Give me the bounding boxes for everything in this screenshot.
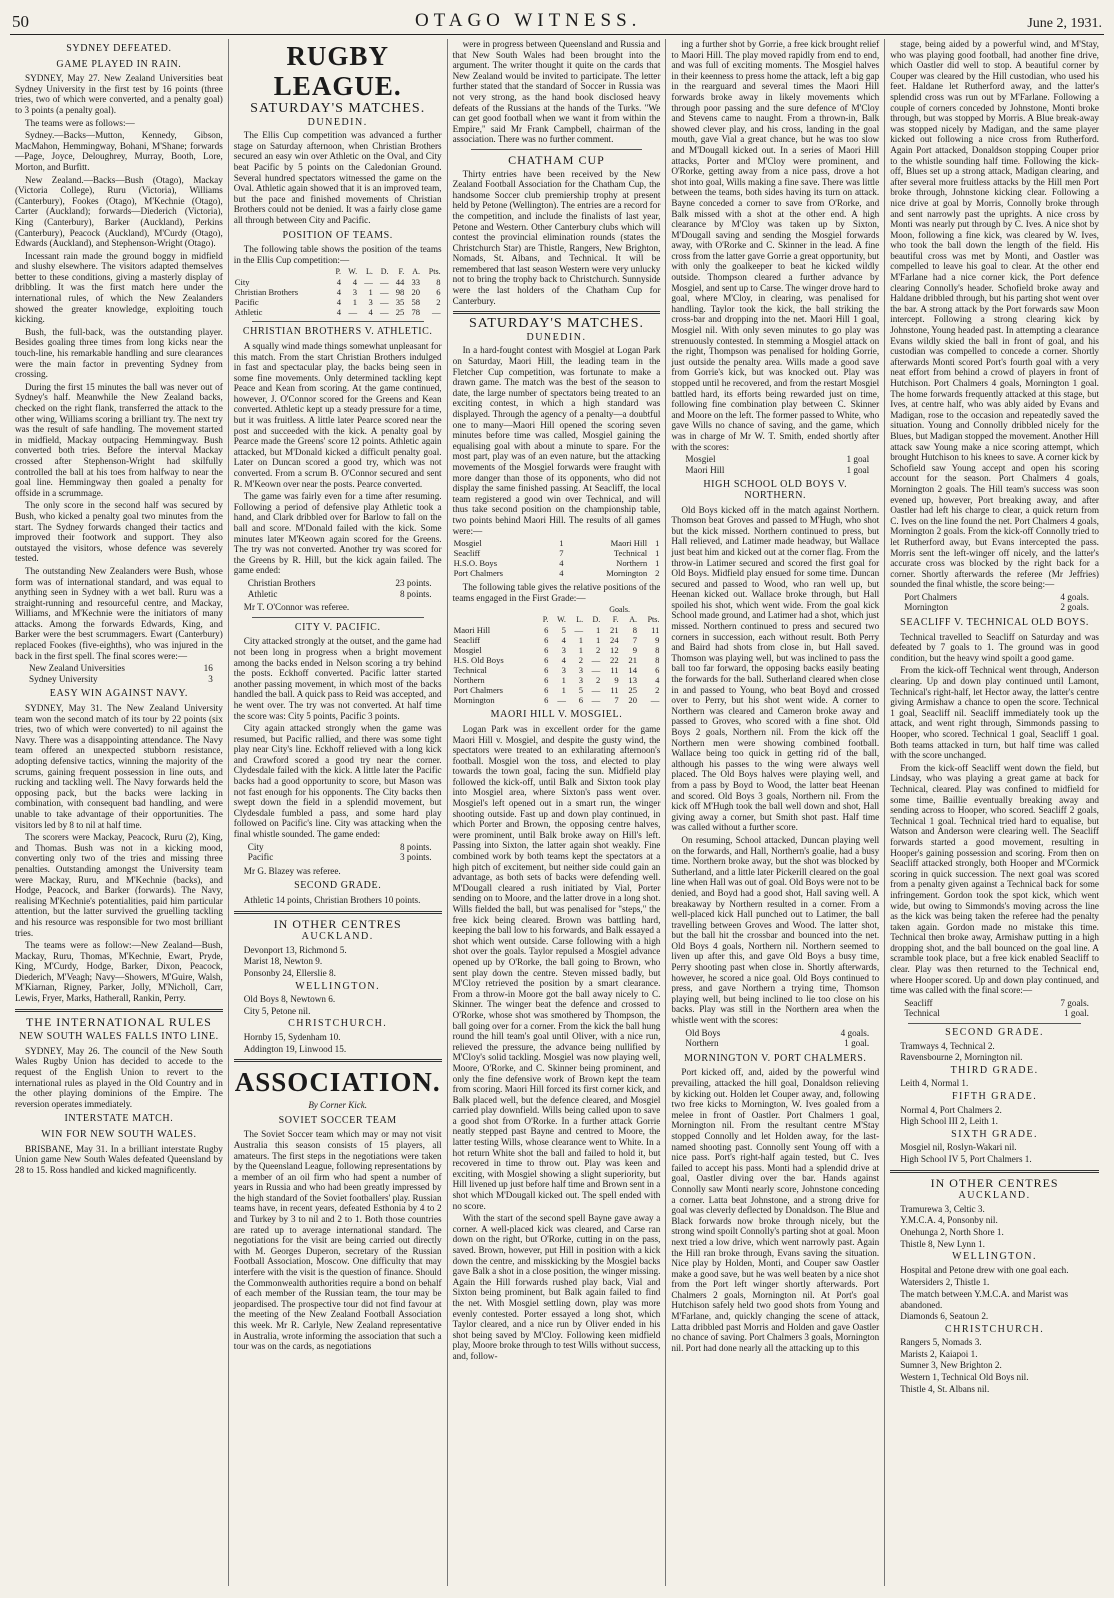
- masthead: [10, 6, 1104, 35]
- paragraph: City attacked strongly at the outset, and the game had not been long in progress when a bright movement among the backs ended in Nelson scoring a try behind the posts. Eckhoff converted. Pacific latter started another passing movement, in which most of the backs handled the ball. A quick pass to Reid was accepted, and he went over. The try was not converted. At half time the score was: City 5 points, Pacific 3 points.: [233, 636, 442, 721]
- issue-date: June 2, 1931.: [1027, 16, 1102, 31]
- result-line: Tramways 4, Technical 2.: [900, 1040, 995, 1051]
- headline: IN OTHER CENTRES: [273, 916, 402, 931]
- result-line: The match between Y.M.C.A. and Marist was abandoned.: [900, 1288, 1069, 1310]
- paragraph: New Zealand.—Backs—Bush (Otago), Mackay (Victoria College), Ruru (Victoria), Williams (Canterbury), Fookes (Otago), M'Kechnie (Otago), Carter (Auckland); forwards—Diederich (Victoria), King (Canterbury), Barker (Auckland), Perkins (Canterbury), Peacock (Auckland), M'Curdy (Otago), Edwards (Auckland), and Stephenson-Wright (Otago).: [15, 174, 223, 249]
- paragraph: ing a further shot by Gorrie, a free kick brought relief to Maori Hill. The play moved rapidly from end to end, and was full of exciting moments. The Mosgiel halves in their keenness to press home the attack, left a big gap in the rearguard and several times the Maori Hill forwards broke away in likely movements which through poor passing and the sure defence of M'Cloy and Stevens came to naught. From a thrown-in, Balk showed clever play, and his cross, landing in the goal mouth, gave Vial a great chance, but he was too slow and M'Dougall kicked out. In a series of Maori Hill attacks, Porter and M'Cloy were prominent, and O'Rorke, getting away from a nice pass, drove a hot shot into goal, Wills making a fine save. There was little between the teams, both sides having its turn on attack. Bayne conceded a corner to save from O'Rorke, and Balk missed with a shot at the other end. A high clearance by M'Cloy was taken up by Sixton, M'Dougall saving and sending the Mosgiel forwards away, with O'Rorke and C. Skinner in the lead. A fine cross from the latter gave Gorrie a great opportunity, but with only the goalkeeper to beat he kicked wildly outside. Thompson cleared a further advance by Mosgiel, and sent up to Carse. The winger drove hard to goal, where M'Cloy, in clearing, was penalised for handling. Taylor took the kick, the ball striking the cross-bar and dropping into the net. Maori Hill 1 goal, Mosgiel nil. With only seven minutes to go play was strenuously contested. In stemming a Mosgiel attack on the right, Thompson was penalised for holding Gorrie, just outside the penalty area. Wills made a good save from Gorrie's kick, but was knocked out. Play was stopped until he recovered, and from the restart Mosgiel battled hard, its efforts being rewarded just on time, following fine combination play between C. Skinner and Moore on the left. The former passed to White, who gave Wills no chance of saving, and the game, which was in charge of Mr W. T. Smith, ended shortly after with the scores:: [671, 39, 880, 452]
- paragraph: BRISBANE, May 31. In a brilliant interstate Rugby Union game New South Wales defeated Queensland by 28 to 15. Ross handled and kicked magnificently.: [15, 1143, 223, 1175]
- paragraph: Bush, the full-back, was the outstanding player. Besides goaling three times from long kicks near the touch-line, his remarkable handling and sure clearances were the main factor in preventing Sydney from crossing.: [15, 326, 223, 380]
- grade-heading: SECOND GRADE.: [945, 1027, 1045, 1039]
- final-score: [904, 592, 1089, 613]
- referee-note: Mr G. Blazey was referee.: [243, 865, 341, 876]
- table-row: Mornington 6 — 6 — 7 20 —: [453, 695, 660, 706]
- column-1: [10, 39, 229, 1586]
- score-row: Technical 1 goal.: [904, 1008, 1089, 1019]
- score-row: Pacific 3 points.: [247, 852, 432, 863]
- paragraph: During the first 15 minutes the ball was never out of Sydney's half. Meanwhile the New Zealand backs, checked on the right flank, transferred the attack to the other wing, Williams scoring a brilliant try. The next try was the result of safe handling. The movement started in midfield, Mackay outpacing Hemmingway. Bush converted both tries. Before the interval Mackay crossed after Stephenson-Wright had skilfully controlled the ball at his toes from halfway to near the goal line. Hemmingway then goaled a penalty for offside in a scrummage.: [15, 381, 223, 498]
- headline: IN OTHER CENTRES: [930, 1175, 1059, 1190]
- headline: THE INTERNATIONAL RULES: [25, 1014, 212, 1029]
- paragraph: Logan Park was in excellent order for the game Maori Hill v. Mosgiel, and despite the gusty wind, the spectators were treated to an exhilarating afternoon's football. Mosgiel won the toss, and elected to play towards the town goal, facing the sun. Midfield play followed the kick-off, until Balk and Sixton took play into Mosgiel area, where Sixton's pass went over. Mosgiel's left opened out in a smart run, the winger shooting outside. Fast up and down play continued, in which Porter and Brown, the opposing centre halves, were prominent, until Balk broke away on Hill's left. Passing into Sixton, the latter again shot weakly. Fine combined work by both teams kept the spectators at a high pitch of excitement, but neither side could gain an advantage, as both sets of backs were defending well. M'Dougall cleared a rush initiated by Vial, Porter sending on to Moore, and the latter drove in a long shot. Wills fielded the ball, but was penalised for "steps," the free kick being cleared. Brown was battling hard, keeping the ball low to his forwards, and Balk essayed a shot which went outside. Carse following with a high shot over the goals. Taylor repulsed a Mosgiel advance opened up by O'Rorke, the ball going to Brown, who sent play down the centre. Steven missed badly, but M'Cloy retrieved the position by a smart clearance. From a throw-in Moore got the ball away nicely to C. Skinner. The winger beat the defence and crossed to O'Rorke, whose shot was smothered by Thompson, the ball going over for a corner. From the kick the ball hung round the hill team's goal until Oliver, with a nice run, relieved the pressure, the advance being nullified by M'Cloy's solid tackling. Mosgiel was now playing well, Moore, O'Rorke, and C. Skinner being prominent, and only the fine defensive work of Brown kept the team from scoring. Maori Hill forced its first corner kick, and Balk placed well, but the defence cleared, and Mosgiel carried play downfield. Wills being called upon to save a good shot from O'Rorke. In a further attack Gorrie neatly stepped past Bayne and centred to Moore, the latter testing Wills, whose clearance went to White. In a hot return White shot the ball and failed to hold it, but recovered in time to throw out. Play was keen and exciting, with Mosgiel showing a slight superiority, but Hill livened up just before half time and Brown sent in a shot which M'Dougall kicked out. The spell ended with no score.: [452, 723, 661, 1211]
- centre-heading: WELLINGTON.: [295, 980, 381, 992]
- table-row: Port Chalmers 6 1 5 — 11 25 2: [453, 685, 660, 696]
- paragraph: The scorers were Mackay, Peacock, Ruru (2), King, and Thomas. Bush was not in a kicking mood, converting only two of the tries and missing three penalties. Outstanding amongst the University team were Mackay, Ruru, and M'Kechnie (backs), and Hodge, Peacock, and Barker (forwards). The Navy, realising M'Kechnie's potentialities, paid him particular attention, but the latter survived the gruelling tackling and his resource was responsible for two most brilliant tries.: [15, 832, 223, 938]
- subheadline: WIN FOR NEW SOUTH WALES.: [41, 1129, 197, 1140]
- divider: [908, 1023, 1081, 1024]
- paragraph: In a hard-fought contest with Mosgiel at Logan Park on Saturday, Maori Hill, the leading team in the Fletcher Cup competition, was fortunate to make a drawn game. The match was the best of the season to date, the large number of spectators being treated to an exciting contest, in which a high standard was displayed. Through the agency of a penalty—a doubtful one to many—Maori Hill opened the scoring seven minutes before time was called, Mosgiel gaining the equalising goal with about a minute to spare. For the most part, play was of an even nature, but the attacking movements of the Mosgiel forwards were fraught with more danger than those of its opponents, who did not display the same finished passing. At Seacliff, the local team registered a good win over Technical, and will thus take second position on the championship table, two points behind Maori Hill. The results of all games were:—: [452, 345, 661, 536]
- headline: SYDNEY DEFEATED.: [66, 43, 172, 54]
- score-row: Port Chalmers 4 goals.: [904, 591, 1089, 602]
- result-line: Marist 18, Newton 9.: [243, 956, 323, 967]
- section-subtitle: SATURDAY'S MATCHES.: [250, 101, 426, 116]
- result-line: Marists 2, Kaiapoi 1.: [900, 1348, 978, 1359]
- grade-heading: SIXTH GRADE.: [951, 1128, 1039, 1140]
- divider: [890, 1170, 1099, 1173]
- column-5: [885, 39, 1104, 1586]
- result-line: Thistle 8, New Lynn 1.: [900, 1238, 985, 1249]
- table-row: H.S. Old Boys 6 4 2 — 22 21 8: [453, 655, 660, 666]
- paragraph: Athletic 14 points, Christian Brothers 10 points.: [243, 895, 421, 905]
- column-3: [448, 39, 667, 1586]
- result-line: Ravensbourne 2, Mornington nil.: [900, 1052, 1023, 1063]
- paragraph: The teams were as follow:—New Zealand—Bush, Mackay, Ruru, Thomas, M'Kechnie, Ewart, Pryde, King, M'Curdy, Hodge, Barker, Dixon, Peacock, Diederich, M'Veagh; Navy—Showers, M'Guire, Walsh, M'Kiarnan, Rigney, Parker, Jolly, M'Nicholl, Carr, Lewis, Fryer, Marks, Hatherall, Rankin, Perry.: [15, 940, 223, 1004]
- byline: By Corner Kick.: [308, 1100, 368, 1111]
- final-score: [29, 663, 213, 684]
- paragraph: SYDNEY, May 31. The New Zealand University team won the second match of its tour by 22 points (six tries, two of which were converted) to nil against the Navy. There was a disappointing attendance. The Navy team offered an unexpected stubborn resistance, adopting defensive tactics, winning the majority of the scrums, gaining frequent possession in line outs, and rucking and tackling well. The Navy forwards held the opposing pack, but the backs were lacking in combination, with consequent bad handling, and were unable to take advantage of their opportunities. The visitors led by 8 to nil at half time.: [15, 703, 223, 830]
- divider: [252, 617, 424, 618]
- table-row: City 4 4 — — 44 33 8: [234, 277, 441, 288]
- paragraph: were in progress between Queensland and Russia and that New South Wales had been brought into the argument. The writer thought it quite on the cards that New Zealand would be invited to participate. The letter further stated that the standard of Soccer in Russia was not very strong, as the hand book disclosed heavy defeats of the Russians at the hands of the Turks. "We can get good football when we want it from within the Empire," said Mr Frank Campbell, chairman of the association. There was no further comment.: [452, 39, 661, 145]
- table-row: Maori Hill 6 5 — 1 21 8 11: [453, 625, 660, 636]
- result-line: Hornby 15, Sydenham 10.: [243, 1031, 341, 1042]
- result-line: Rangers 5, Nomads 3.: [900, 1337, 982, 1348]
- paragraph: Thirty entries have been received by the New Zealand Football Association for the Chatham Cup, the handsome Soccer club premiership trophy at present held by Petone (Wellington). The entries are a record for the competition, and include the finalists of last year, Petone and Western. Other Canterbury clubs which will contest the provincial elimination rounds (states the Christchurch Star) are Thistle, Rangers, New Brighton, Nomads, St. Albans, and Technical. It will be remembered that last season Western were very unlucky not to bring the trophy back to Christchurch. Sunnyside were the last holders of the Chatham Cup for Canterbury.: [452, 168, 661, 306]
- result-line: Tramurewa 3, Celtic 3.: [900, 1203, 985, 1214]
- final-score: [904, 998, 1089, 1019]
- result-line: High School III 2, Leith 1.: [900, 1116, 998, 1127]
- table-row: Mosgiel 1 Maori Hill 1: [453, 538, 660, 549]
- paragraph: stage, being aided by a powerful wind, and M'Stay, who was playing good football, had another fine drive, which Oastler did well to stop. A beautiful corner by Couper was cleared by the Hill custodian, who used his feet. Haldane let Rutherford away, and the latter's splendid cross was run out by M'Farlane. Following a couple of corners conceded by Johnstone, Monti broke through, but was stopped by Morris. A Blue break-away was stopped nicely by Madigan, and the same player kicked out following a nice cross from Rutherford. Again Port attacked, Donaldson stopping Couper prior to the whistle sounding half time. Following the kick-off, Blues set up a strong attack, Madigan clearing, and after several more fruitless attacks by the Hill men Port broke through, Johnstone kicking clear. Following a nice drive at goal by Morris, Connolly broke through and sent narrowly past the uprights. A nice cross by Monti was nearly put through by C. Ives. A nice shot by Moon, following a fine kick, was cleared by W. Ives, who took the ball down the length of the field. His beautiful cross was met by Monti, and Oastler was compelled to leave his goal to clear. At the other end M'Farlane had a nice corner kick, the Port defence clearing Connolly's header. Schofield broke away and Haldane dribbled through, but his parting shot went over the bar. A strong attack by the Port forwards saw Moon intercept. Following a strong clearing kick by Johnstone, Young headed past. In attempting a clearance Evans wildly skied the ball in front of goal, and his custodian was compelled to concede a corner. Shortly afterwards Monti scored Port's fourth goal with a very neat effort from behind a crowd of players in front of Hutchison. Port Chalmers 4 goals, Mornington 1 goal. The home forwards frequently attacked at this stage, but Ives, at centre half, who was ably aided by Evans and Madigan, rose to the occasion and repeatedly saved the situation. Young and Connolly dribbled nicely for the Blues, but Madigan stopped the movement. Another Hill attack saw Young make a nice scoring attempt, which brought Hutchison to his knees to save. A corner kick by Schofield saw Young accept and open his scoring account for the season. Port Chalmers 4 goals, Mornington 2 goals. The Hill team's success was soon evened up, however, Port breaking away, and after Oastler had left his charge to clear, a quick return from C. Ives on the line found the net. Port Chalmers 4 goals, Mornington 2 goals. From the kick-off Connolly tried to let Rutherford away, but Evans intercepted the pass. Morris sent the left-winger off nicely, and the latter's accurate cross was blocked by the right back for a corner. Shortly afterwards the referee (Mr Jeffries) sounded the final whistle, the score being:—: [890, 39, 1099, 590]
- section-subtitle: SATURDAY'S MATCHES.: [468, 316, 645, 332]
- score-row: Old Boys 4 goals.: [685, 1027, 870, 1038]
- headline: SECOND GRADE.: [294, 880, 382, 892]
- paragraph: SYDNEY, May 27. New Zealand Universities beat Sydney University in the first test by 16 points (three tries, two of which were converted, and a penalty goal) to 3 points (a penalty goal).: [15, 73, 223, 115]
- table-row: Seacliff 7 Technical 1: [453, 548, 660, 559]
- paragraph: Port kicked off, and, aided by the powerful wind prevailing, attacked the hill goal, Donaldson relieving by kicking out. Holden let Couper away, and, following two free kicks to Mornington, W. Ives goaled from a melee in front of Oastler. Port Chalmers 1 goal, Mornington nil. From the resultant centre M'Stay stopped Connolly and let Holden away, for the last-named shooting past. Connolly sent Young off with a nice pass. Port's right-half again tested, but C. Ives failed to accept his pass. Monti had a splendid drive at goal, Oastler diving over the bar. Hands against Connolly saw Monti nearly score, Johnstone conceding a corner. Latta beat Johnstone, and a strong drive for goal was cleverly deflected by Donaldson. The Blue and Black forwards now broke through nicely, but the strong wind spoilt Connolly's parting shot at goal. Moon next tried a low drive, which went narrowly past. Again the Hill ran broke through, Evans saving the situation. Nice play by Holden, Monti, and Couper saw Oastler make a good save, but he was well beaten by a nice shot from the Port left winger shortly afterwards. Port Chalmers 2 goals, Mornington nil. At Port's goal Hutchison safely held two good shots from Young and M'Farlane, and, quickly changing the scene of attack, Latta dribbled past Morris and Holden and gave Oastler no chance of saving. Port Chalmers 3 goals, Mornington nil. Port had done nearly all the attacking up to this: [671, 1067, 880, 1353]
- headline: CHATHAM CUP: [508, 152, 605, 167]
- headline: EASY WIN AGAINST NAVY.: [49, 688, 188, 700]
- paragraph: The outstanding New Zealanders were Bush, whose form was of international standard, and was equal to anything seen in Sydney with a wet ball. Ruru was a straight-running and resourceful centre, and Mackay, Williams, and M'Kechnie were the initiators of many attacks. Among the forwards Edwards, King, and Barker were the best scrummagers. Ewart (Canterbury) replaced Fookes (five-eighths), who was injured in the back in the first spell. The final scores were:—: [15, 565, 223, 661]
- table-row: Athletic 4 — 4 — 25 78 —: [234, 307, 441, 318]
- centre-heading: WELLINGTON.: [952, 1251, 1038, 1263]
- score-row: Mosgiel 1 goal: [685, 454, 870, 465]
- headline: MORNINGTON V. PORT CHALMERS.: [684, 1052, 867, 1064]
- result-line: Onehunga 2, North Shore 1.: [900, 1226, 1004, 1237]
- score-row: City 8 points.: [247, 841, 432, 852]
- headline: HIGH SCHOOL OLD BOYS V. NORTHERN.: [703, 479, 848, 501]
- result-line: Normal 4, Port Chalmers 2.: [900, 1104, 1002, 1115]
- paragraph: Sydney.—Backs—Mutton, Kennedy, Gibson, MacMahon, Hemmingway, Bohani, M'Shane; forwards—Page, Joyce, Deloughrey, Murray, Booth, Lore, Morton, and Burfitt.: [15, 130, 223, 172]
- table-row: Port Chalmers 4 Mornington 2: [453, 568, 660, 579]
- section-banner: RUGBY LEAGUE.: [273, 41, 402, 101]
- paragraph: Old Boys kicked off in the match against Northern. Thomson beat Groves and passed to M'Hugh, who shot but the kick missed. Northern continued to press, but Hall relieved, and Latimer made headway, but Wallace just beat him and kicked out at the corner flag. From the throw-in Latimer secured and scored the first goal for Old Boys. Midfield play ensued for some time. Duncan secured and passed to Wood, who ran well up, but Heenan kicked out. Wallace broke through, but Hall spoiled his shot, which went wide. From the goal kick School made ground, and Latimer had a shot, which just missed. Northern continued to press and secured two corners in succession, each without result. Both Perry and Baird had shots from close in, but Hall saved. Thomson was playing well, but was inclined to pass the ball too far forward, the opposing backs easily beating the forwards for the ball. Sutherland cleared when close in and passed to Young, who beat Boyd and crossed over to Perry, but his shot went wide. A corner to Northern was cleared and Cameron broke away and passed to Groves, who scored with a fine shot. Old Boys 2 goals, Northern nil. From the kick off the Northern men were showing combined football. Wallace being too quick in getting rid of the ball, although his passes to the wing were always well placed. The Old Boys halves were playing well, and from a pass by Boyd to Wood, the latter beat Heenan and scored. Old Boys 3 goals, Northern nil. From the kick off M'Hugh took the ball well down and shot, Hall giving away a corner, but Smith shot past. Half time was called without a further score.: [671, 504, 880, 833]
- grade-heading: THIRD GRADE.: [950, 1064, 1039, 1076]
- paragraph: City again attacked strongly when the game was resumed, but Pacific rallied, and there was some tight play near City's line. Eckhoff relieved with a long kick and Crawford scored a good try near the corner. Clydesdale failed with the kick. A little later the Pacific backs had a good opportunity to score, but Mason was not fast enough for his opponents. The City backs then swept down the field in a splendid movement, but Clydesdale fumbled a pass, and some hard play followed on Pacific's line. City was attacking when the final whistle sounded. The game ended:: [233, 723, 442, 840]
- standings-table: [453, 605, 661, 705]
- column-2: [229, 39, 448, 1586]
- final-score: [248, 578, 432, 599]
- paragraph: A squally wind made things somewhat unpleasant for this match. From the start Christian Brothers indulged in fast and spectacular play, the backs being seen in some fine movements. Only determined tackling kept Peace and Kean from scoring. At the game continued, however, J. O'Connor scored for the Greens and Kean converted. Athletic kept up a steady pressure for a time, but it was fruitless. A little later Pearce scored near the post and succeeded with the kick. A penalty goal by Pearce made the Greens' score 12 points. Athletic again attacked, but M'Donald kicked a difficult penalty goal. Later on Duncan scored a good try, which was not converted. From a scrum B. O'Connor secured and sent R. M'Keown over near the posts. Pearce converted.: [233, 340, 442, 489]
- result-line: Mosgiel nil, Roslyn-Wakari nil.: [900, 1142, 1017, 1153]
- paragraph: The Ellis Cup competition was advanced a further stage on Saturday afternoon, when Christian Brothers secured an easy win over Athletic on the Oval, and City beat Pacific by 5 points on the Caledonian Ground. Several hundred spectators witnessed the game on the Oval. Athletic again showed that it is an improved team, but the pace and finished movements of Christian Brothers could not be denied. It was a fairly close game all through between City and Pacific.: [233, 130, 442, 225]
- headline: SOVIET SOCCER TEAM: [278, 1114, 397, 1126]
- divider: [471, 149, 643, 150]
- table-row: Seacliff 6 4 1 1 24 7 9: [453, 635, 660, 646]
- subheadline: NEW SOUTH WALES FALLS INTO LINE.: [19, 1031, 219, 1043]
- place-heading: DUNEDIN.: [526, 331, 587, 343]
- paragraph: SYDNEY, May 26. The council of the New South Wales Rugby Union has decided to accede to the request of the English Union to revert to the international rules as played in the Old Country and in the other playing dominions of the Empire. The reversion operates immediately.: [15, 1045, 223, 1109]
- headline: CITY V. PACIFIC.: [294, 621, 381, 633]
- score-row: Athletic 8 points.: [247, 588, 432, 599]
- table-header: P. W. L. D. F. A. Pts.: [335, 267, 441, 277]
- result-line: Old Boys 8, Newtown 6.: [243, 994, 336, 1005]
- divider: [453, 311, 661, 314]
- score-row: New Zealand Universities 16: [29, 663, 213, 674]
- paragraph: The Soviet Soccer team which may or may not visit Australia this season consists of 15 players, all amateurs. The first steps in the negotiations were taken by the Queensland League, following representations by a member of an oil firm who had spent a number of years in Russia and who had been greatly impressed by the high standard of the Soviet footballers' play. Russian teams have, in recent years, defeated Esthonia by 4 to 2 and Turkey by 3 to nil and 2 to 1. Both those countries are rated up to average international standard. The negotiations for the visit are being carried out directly with M. Georges Duperon, secretary of the Russian Football Association, Moscow. One difficulty that may interfere with the visit is the question of finance. Should the Commonwealth authorities require a bond on behalf of each member of the Russian team, the tour may be jeopardised. The prospective tour did not find favour at the meeting of the New Zealand Football Association this week. Mr R. Carlyle, New Zealand representative in Australia, wrote informing the association that such a tour was on the cards, as negotiations: [233, 1129, 442, 1352]
- standings-table: [234, 267, 442, 317]
- result-line: Leith 4, Normal 1.: [900, 1078, 969, 1089]
- final-score: [685, 454, 869, 475]
- centre-heading: CHRISTCHURCH.: [944, 1323, 1045, 1335]
- referee-note: Mr T. O'Connor was referee.: [243, 602, 350, 613]
- paragraph: On resuming, School attacked, Duncan playing well on the forwards, and Hall, Northern's goalie, had a busy time. Northern broke away, but the shot was blocked by Sutherland, and a little later Pickerill cleared on the goal line when Hall was out of goal. Old Boys were not to be denied, and Boyd had a good shot, Hall saving well. A breakaway by Northern resulted in a corner. From a well-placed kick Hall punched out to Latimer, the ball travelling between Groves and Wood. The latter shot, but the ball hit the crossbar and bounced into the net. Old Boys 4 goals, Northern nil. Northern seemed to liven up after this, and gave Old Boys a busy time, Perry shooting past when close in. Shortly afterwards, however, he scored a nice goal. Old Boys continued to press, and gave Northern a trying time, Thomson playing well, but being inclined to lie too close on his backs. Play was still in the Northern area when the whistle went with the scores:: [671, 834, 880, 1026]
- result-line: Y.M.C.A. 4, Ponsonby nil.: [900, 1215, 998, 1226]
- score-row: Northern 1 goal.: [685, 1038, 870, 1049]
- paper-title: OTAGO WITNESS.: [414, 10, 642, 31]
- paragraph: With the start of the second spell Bayne gave away a corner. A well-placed kick was cleared, and Carse ran down on the right, but O'Rorke, cutting in on the pass, saved. Brown, however, put Hill in position with a kick down the centre, and misskicking by the Mosgiel backs gave Balk a shot in a close position, the winger missing. Again the Hill forwards rushed play back, Vial and Sixton being prominent, but Balk again failed to find the net. With Mosgiel settling down, play was more evenly contested. Porter essayed a long shot, which Taylor cleared, and a nice run by Oliver ended in his shot being saved by M'Cloy. Following keen midfield play, Moore broke through to test Wills without success, and, follow-: [452, 1213, 661, 1361]
- columns: [10, 39, 1104, 1586]
- result-line: Thistle 4, St. Albans nil.: [900, 1383, 990, 1394]
- result-line: Ponsonby 24, Ellerslie 8.: [243, 967, 336, 978]
- paragraph: Hospital and Petone drew with one goal each.: [900, 1264, 1069, 1275]
- headline: POSITION OF TEAMS.: [282, 229, 393, 241]
- result-line: City 5, Petone nil.: [243, 1005, 311, 1016]
- paragraph: The only score in the second half was secured by Bush, who kicked a penalty goal two minutes from the start. The Sydney forwards changed their tactics and improved their footwork and support. They also outstayed the visitors, whose defence was severely tested.: [15, 500, 223, 564]
- divider: [234, 1059, 442, 1062]
- divider: [15, 1009, 223, 1012]
- paragraph: From the kick-off Seacliff went down the field, but Lindsay, who was playing a great game at back for Technical, cleared. Play was confined to midfield for some time, Baillie eventually breaking away and sending across to Hooper, who scored. Seacliff 2 goals, Technical 1 goal. Technical tried hard to equalise, but Watson and Anderson were clearing well. The Seacliff forwards started a good movement, resulting in Hooper's gaining possession and scoring. From then on Seacliff attacked strongly, both Hooper and M'Cormick scoring in quick succession. The next goal was scored from a penalty given against a Technical back for some infringement. Gordon took the spot kick, which went wide, but owing to Simmonds's moving across the line as the kick was being taken the referee had the penalty taken again. Gordon made no mistake this time. Technical then broke away, Armishaw putting in a high dropping shot, and the ball bounced on the goal line. A scramble took place, but a free kick enabled Seacliff to clear. Play was then returned to the Technical end, where Hooper scored. Up and down play continued, and time was called with the final score:—: [890, 762, 1099, 996]
- page-number: 50: [12, 12, 29, 31]
- paragraph: The game was fairly even for a time after resuming. Following a period of defensive play Athletic took a hand, and Clark dribbled over for Barlow to fall on the ball and score. M'Donald failed with the kick. Some minutes later M'Keown again scored for the Greens. The try was not converted. Another try was scored for the Greens by R. Hill, but the kick again failed. The game ended:: [233, 491, 442, 576]
- column-4: [666, 39, 885, 1586]
- score-row: Christian Brothers 23 points.: [247, 577, 432, 588]
- table-row: Northern 6 1 3 2 9 13 4: [453, 675, 660, 686]
- place-heading: DUNEDIN.: [307, 116, 368, 128]
- table-header: P. W. L. D. F. A. Pts.: [542, 615, 660, 625]
- score-row: Mornington 2 goals.: [904, 602, 1089, 613]
- result-line: Western 1, Technical Old Boys nil.: [900, 1372, 1029, 1383]
- result-line: Devonport 13, Richmond 5.: [243, 944, 347, 955]
- result-line: Diamonds 6, Seatoun 2.: [900, 1311, 989, 1322]
- centre-heading: CHRISTCHURCH.: [288, 1018, 388, 1030]
- score-row: Seacliff 7 goals.: [904, 997, 1089, 1008]
- table-group-header: Goals.: [609, 605, 630, 615]
- paragraph: Technical travelled to Seacliff on Saturday and was defeated by 7 goals to 1. The ground was in good condition, but the heavy wind spoilt a good game.: [890, 631, 1099, 663]
- grade-heading: FIFTH GRADE.: [951, 1091, 1038, 1102]
- result-line: Sumner 3, New Brighton 2.: [900, 1360, 1002, 1371]
- centre-heading: AUCKLAND.: [301, 931, 374, 943]
- final-score: [685, 1028, 869, 1049]
- paragraph: The teams were as follows:—: [25, 117, 135, 128]
- divider: [234, 911, 442, 914]
- newspaper-page: [10, 6, 1104, 1586]
- centre-heading: AUCKLAND.: [958, 1190, 1031, 1202]
- divider: [252, 321, 424, 322]
- result-line: Watersiders 2, Thistle 1.: [900, 1277, 990, 1288]
- headline: INTERSTATE MATCH.: [64, 1113, 174, 1125]
- result-line: High School IV 5, Port Chalmers 1.: [900, 1153, 1032, 1164]
- paragraph: The following table shows the position of the teams in the Ellis Cup competition:—: [233, 244, 442, 265]
- table-row: H.S.O. Boys 4 Northern 1: [453, 558, 660, 569]
- table-row: Christian Brothers 4 3 1 — 98 20 6: [234, 287, 441, 298]
- table-row: Technical 6 3 3 — 11 14 6: [453, 665, 660, 676]
- paragraph: From the kick-off Technical went through, Anderson clearing. Up and down play continued until Lamont, Technical's right-half, let Hector away, the latter's centre giving Armishaw a chance to open the score. Technical 1 goal, Seacliff nil. Seacliff immediately took up the attack, and went right through, Simmonds passing to Hooper, who scored. Technical 1 goal, Seacliff 1 goal. Both teams attacked in turn, but half time was called with the score unchanged.: [890, 665, 1099, 761]
- headline: SEACLIFF V. TECHNICAL OLD BOYS.: [900, 617, 1089, 629]
- score-row: Maori Hill 1 goal: [685, 464, 870, 475]
- section-banner: ASSOCIATION.: [234, 1067, 441, 1098]
- headline: MAORI HILL V. MOSGIEL.: [490, 709, 623, 721]
- subheadline: GAME PLAYED IN RAIN.: [56, 58, 182, 70]
- result-line: Addington 19, Linwood 15.: [243, 1043, 347, 1054]
- table-row: Pacific 4 1 3 — 35 58 2: [234, 297, 441, 308]
- score-row: Sydney University 3: [29, 673, 213, 684]
- headline: CHRISTIAN BROTHERS V. ATHLETIC.: [242, 326, 433, 338]
- paragraph: Incessant rain made the ground boggy in midfield and slushy elsewhere. The visitors adapted themselves better to these conditions, giving a masterly display of dribbling. It was the first match here under the international rules, of which the New Zealanders showed the greater knowledge, exploiting touch kicking.: [15, 250, 223, 325]
- final-score: [248, 842, 432, 863]
- table-row: Mosgiel 6 3 1 2 12 9 8: [453, 645, 660, 656]
- results-table: [453, 538, 661, 578]
- paragraph: The following table gives the relative positions of the teams engaged in the First Grade:—: [452, 582, 661, 603]
